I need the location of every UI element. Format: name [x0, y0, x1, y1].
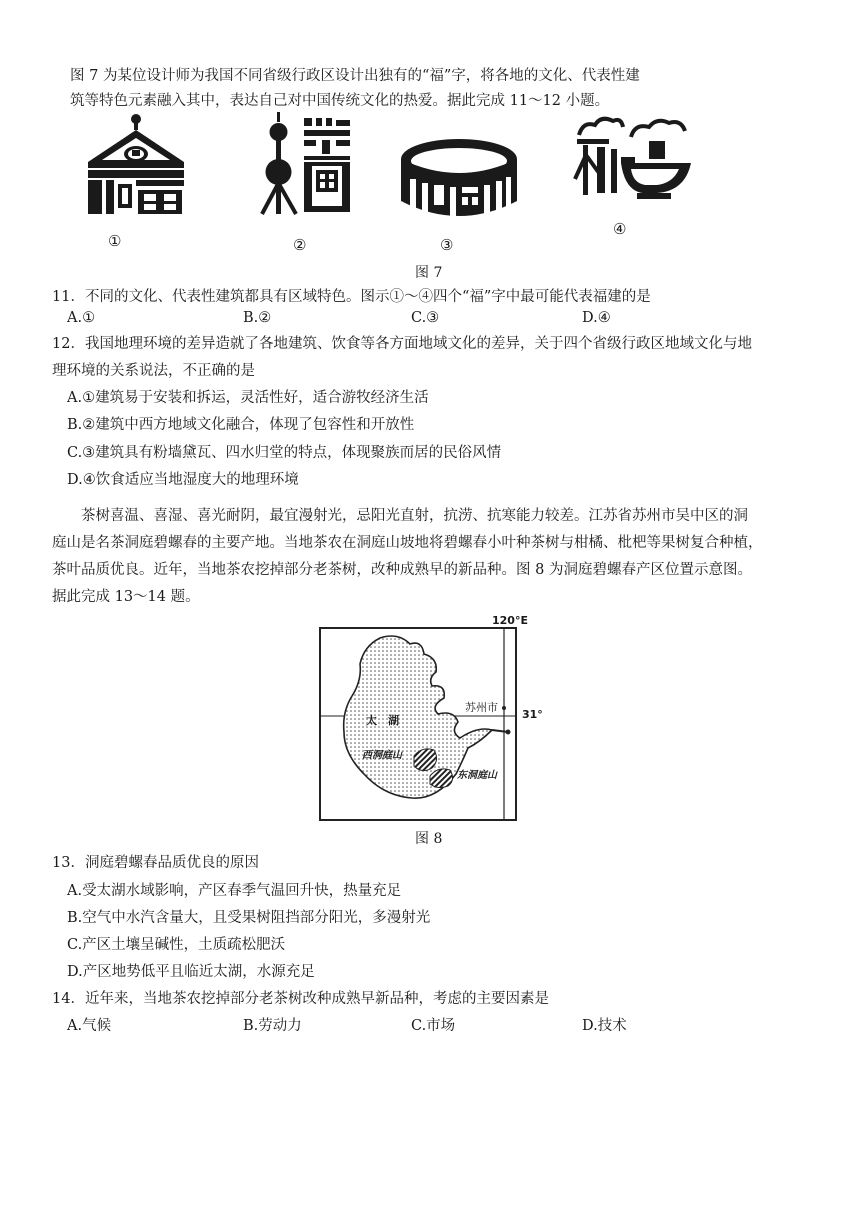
q12-option-a[interactable]: A.①建筑易于安装和拆运，灵活性好，适合游牧经济生活 [67, 390, 429, 406]
q13-stem: 13．洞庭碧螺春品质优良的原因 [52, 855, 259, 871]
q12-option-b[interactable]: B.②建筑中西方地域文化融合，体现了包容性和开放性 [67, 417, 415, 433]
east-dongting-label: 东洞庭山 [457, 770, 497, 781]
q11-option-c[interactable]: C.③ [411, 310, 440, 326]
q11-option-b[interactable]: B.② [243, 310, 272, 326]
q13-option-b[interactable]: B.空气中水汽含量大，且受果树阻挡部分阳光，多漫射光 [67, 910, 431, 926]
q11-option-d[interactable]: D.④ [582, 310, 611, 326]
suzhou-city-label: 苏州市 [465, 701, 498, 714]
taihu-location-map [318, 614, 528, 824]
fig7-label-1: ① [108, 232, 122, 250]
fig7-caption: 图 7 [415, 265, 443, 281]
q12-option-c[interactable]: C.③建筑具有粉墙黛瓦、四水归堂的特点，体现聚族而居的民俗风情 [67, 445, 502, 461]
q11-option-a[interactable]: A.① [67, 310, 96, 326]
q12-stem-line2: 理环境的关系说法，不正确的是 [52, 363, 255, 379]
q14-option-b[interactable]: B.劳动力 [243, 1018, 302, 1034]
latitude-label: 31° [522, 708, 543, 721]
q12-option-d[interactable]: D.④饮食适应当地湿度大的地理环境 [67, 472, 299, 488]
q12-stem-line1: 12．我国地理环境的差异造就了各地建筑、饮食等各方面地域文化的差异，关于四个省级行政区地域文化与地 [52, 336, 752, 352]
fu-glyph-tower-icon [256, 110, 356, 218]
fu-glyph-tulou-icon [398, 135, 520, 223]
intro2-line1: 茶树喜温、喜湿、喜光耐阴，最宜漫射光，忌阳光直射，抗涝、抗寒能力较差。江苏省苏州市吴中区的洞 [52, 508, 748, 524]
intro2-line2: 庭山是名茶洞庭碧螺春的主要产地。当地茶农在洞庭山坡地将碧螺春小叶种茶树与柑橘、枇杷等果树复合种植， [52, 535, 763, 551]
intro2-line3: 茶叶品质优良。近年，当地茶农挖掉部分老茶树，改种成熟早的新品种。图 8 为洞庭碧螺春产区位置示意图。 [52, 562, 752, 578]
q14-option-c[interactable]: C.市场 [411, 1018, 456, 1034]
fig8-caption: 图 8 [415, 831, 443, 847]
q14-option-a[interactable]: A.气候 [67, 1018, 112, 1034]
longitude-label: 120°E [492, 614, 528, 627]
west-dongting-label: 西洞庭山 [362, 750, 402, 761]
fig7-label-4: ④ [613, 220, 627, 238]
fu-glyph-hotpot-icon [573, 113, 695, 203]
q13-option-c[interactable]: C.产区土壤呈碱性，土质疏松肥沃 [67, 937, 286, 953]
intro1-line2: 筑等特色元素融入其中，表达自己对中国传统文化的热爱。据此完成 11～12 小题。 [70, 93, 610, 109]
q14-stem: 14．近年来，当地茶农挖掉部分老茶树改种成熟早新品种，考虑的主要因素是 [52, 991, 549, 1007]
q11-stem: 11．不同的文化、代表性建筑都具有区域特色。图示①～④四个“福”字中最可能代表福建的是 [52, 289, 651, 305]
intro2-line4: 据此完成 13～14 题。 [52, 589, 200, 605]
q13-option-a[interactable]: A.受太湖水域影响，产区春季气温回升快，热量充足 [67, 883, 402, 899]
fig7-label-2: ② [293, 236, 307, 254]
q14-option-d[interactable]: D.技术 [582, 1018, 627, 1034]
fig7-label-3: ③ [440, 236, 454, 254]
taihu-lake-label: 太 湖 [366, 714, 399, 727]
intro1-line1: 图 7 为某位设计师为我国不同省级行政区设计出独有的“福”字，将各地的文化、代表性建 [70, 68, 640, 84]
q13-option-d[interactable]: D.产区地势低平且临近太湖，水源充足 [67, 964, 315, 980]
fu-glyph-yurt-icon [84, 110, 188, 222]
